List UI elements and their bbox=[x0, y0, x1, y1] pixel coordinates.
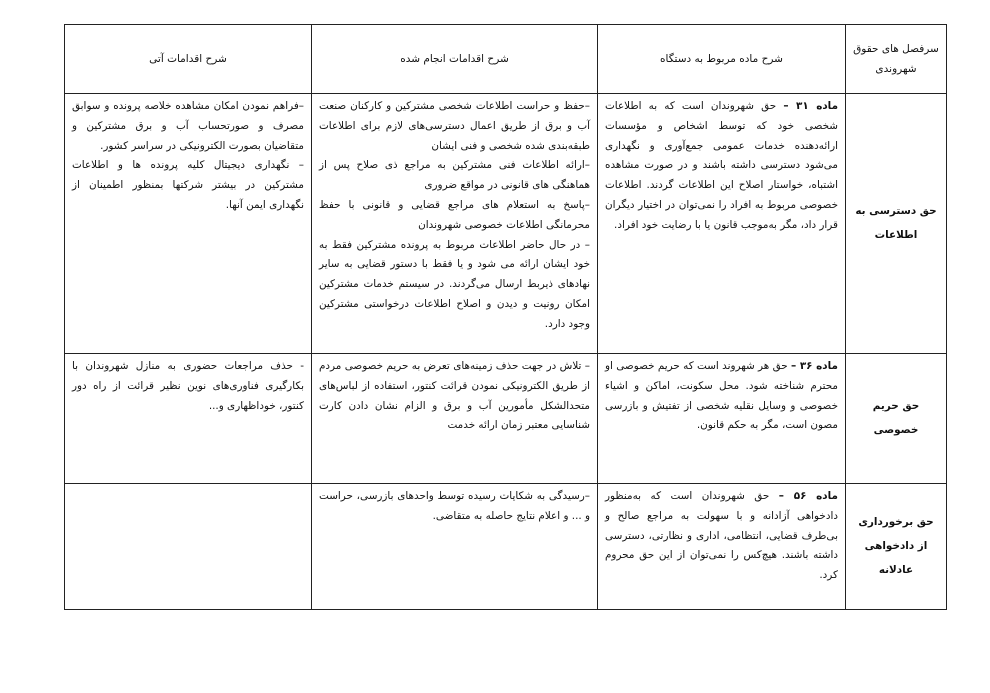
row-article bbox=[598, 354, 846, 484]
action-item: –حفظ و حراست اطلاعات شخصی مشترکین و کارکنان صنعت آب و برق از طریق اعمال دسترسی‌های لازم برای اطلاعات طبقه‌بندی شده شخصی و فنی ایشان bbox=[319, 100, 590, 152]
article-number: ماده ۳۶ – bbox=[791, 360, 838, 372]
action-item: –فراهم نمودن امکان مشاهده خلاصه پرونده و سوابق مصرف و صورتحساب آب و برق مشترکین و متقاضیان بصورت الکترونیکی در سراسر کشور. bbox=[72, 100, 304, 152]
header-article: شرح ماده مربوط به دستگاه bbox=[598, 25, 846, 94]
row-topic: حق حریم خصوصی bbox=[846, 354, 947, 484]
row-topic: حق برخورداری از دادخواهی عادلانه bbox=[846, 484, 947, 610]
action-item: – نگهداری دیجیتال کلیه پرونده ها و اطلاعات مشترکین در بیشتر شرکتها بمنظور اطمینان از نگهداری ایمن آنها. bbox=[72, 159, 304, 211]
article-number: ماده ۳۱ – bbox=[783, 100, 838, 112]
article-text: حق هر شهروند است که حریم خصوصی او محترم شناخته شود. محل سکونت، اماکن و اشیاء خصوصی و وسایل نقلیه شخصی از تفتیش و بازرسی مصون است، مگر به حکم قانون. bbox=[605, 360, 838, 432]
row-actions-done bbox=[312, 94, 598, 354]
table-header-row bbox=[65, 25, 947, 94]
action-item: - حذف مراجعات حضوری به منازل شهروندان با بکارگیری فناوری‌های نوین نظیر قرائت از راه دور کنتور، خوداظهاری و... bbox=[72, 360, 304, 412]
row-actions-future bbox=[65, 94, 312, 354]
row-actions-done bbox=[312, 484, 598, 610]
table-row bbox=[65, 484, 947, 610]
action-item: – تلاش در جهت حذف زمینه‌های تعرض به حریم خصوصی مردم از طریق الکترونیکی نمودن قرائت کنتور، استفاده از لباس‌های متحدالشکل مأمورین آب و برق و الزام نشان دادن کارت شناسایی معتبر زمان ارائه خدمت bbox=[319, 360, 590, 432]
article-text: حق شهروندان است که به‌منظور دادخواهی آزادانه و با سهولت به مراجع صالح و بی‌طرف قضایی، انتظامی، اداری و نظارتی، دسترسی داشته باشند. هیچ‌کس را نمی‌توان از این حق محروم کرد. bbox=[605, 490, 838, 582]
article-text: حق شهروندان است که به اطلاعات شخصی خود که توسط اشخاص و مؤسسات ارائه‌دهنده خدمات عمومی جمع‌آوری و نگهداری می‌شود دسترسی داشته باشند و در صورت مشاهده اشتباه، خواستار اصلاح این اطلاعات گردند. اطلاعات خصوصی مربوط به افراد را نمی‌توان در اختیار دیگران قرار داد، مگر به‌موجب قانون یا با رضایت خود افراد. bbox=[605, 100, 838, 231]
header-topic: سرفصل های حقوق شهروندی bbox=[846, 25, 947, 94]
row-actions-done bbox=[312, 354, 598, 484]
row-actions-future bbox=[65, 354, 312, 484]
page bbox=[64, 24, 946, 610]
article-number: ماده ۵۶ – bbox=[778, 490, 838, 502]
row-actions-future-empty bbox=[65, 484, 312, 610]
table-row bbox=[65, 94, 947, 354]
action-item: –پاسخ به استعلام های مراجع قضایی و قانونی با حفظ محرمانگی اطلاعات خصوصی شهروندان bbox=[319, 198, 590, 231]
header-actions-done: شرح اقدامات انجام شده bbox=[312, 25, 598, 94]
row-article bbox=[598, 94, 846, 354]
table-row bbox=[65, 354, 947, 484]
row-article bbox=[598, 484, 846, 610]
action-item: –رسیدگی به شکایات رسیده توسط واحدهای بازرسی، حراست و ... و اعلام نتایج حاصله به متقاضی. bbox=[319, 490, 590, 522]
row-topic: حق دسترسی به اطلاعات bbox=[846, 94, 947, 354]
header-actions-future: شرح اقدامات آتی bbox=[65, 25, 312, 94]
citizen-rights-table bbox=[64, 24, 947, 610]
action-item: – در حال حاضر اطلاعات مربوط به پرونده مشترکین فقط به خود ایشان ارائه می شود و یا فقط با دستور قضایی به سایر نهادهای ذیربط ارسال می‌گردند. در سیستم خدمات مشترکین امکان رونیت و دیدن و اصلاح اطلاعات درخواستی مشترکین وجود دارد. bbox=[319, 238, 590, 330]
action-item: –ارائه اطلاعات فنی مشترکین به مراجع ذی صلاح پس از هماهنگی های قانونی در مواقع ضروری bbox=[319, 159, 590, 192]
